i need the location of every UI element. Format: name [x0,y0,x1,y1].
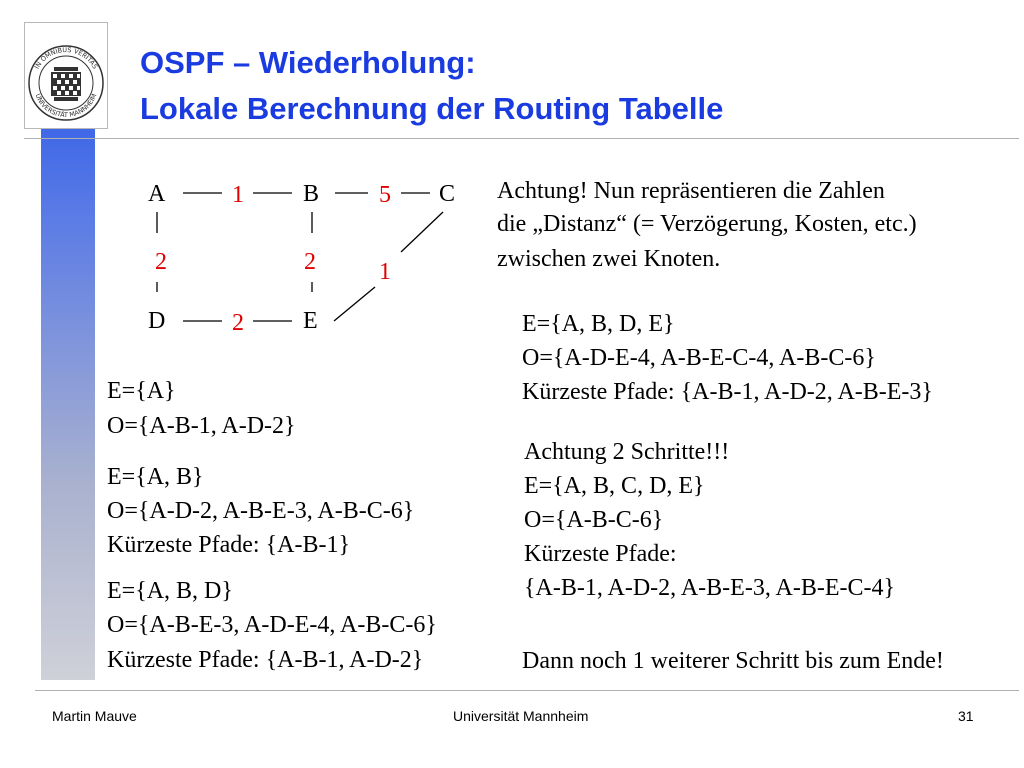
slide-title-line-2: Lokale Berechnung der Routing Tabelle [140,91,724,126]
step5-e: E={A, B, C, D, E} [524,473,705,499]
note-line-3: zwischen zwei Knoten. [497,246,721,272]
step1-o: O={A-B-1, A-D-2} [107,413,296,439]
footer-page-number: 31 [958,708,974,724]
weight-a-b: 1 [232,182,244,208]
edge-c-e-bottom [334,287,375,321]
step5-heading: Achtung 2 Schritte!!! [524,439,730,465]
weight-b-e: 2 [304,249,316,275]
step3-e: E={A, B, D} [107,578,233,604]
step3-k: Kürzeste Pfade: {A-B-1, A-D-2} [107,647,424,673]
step5-k: Kürzeste Pfade: [524,541,677,567]
weight-c-e: 1 [379,259,391,285]
edge-c-e-top [401,212,443,252]
footer-author: Martin Mauve [52,708,137,724]
footer-institution: Universität Mannheim [453,708,589,724]
node-b: B [303,181,320,207]
node-d: D [148,308,166,334]
step5-o: O={A-B-C-6} [524,507,664,533]
node-e: E [303,308,318,334]
step1-e: E={A} [107,378,176,404]
node-a: A [148,181,166,207]
footer-divider [35,690,1019,691]
note-line-1: Achtung! Nun repräsentieren die Zahlen [497,178,885,204]
step5-k2: {A-B-1, A-D-2, A-B-E-3, A-B-E-C-4} [524,575,895,601]
step2-k: Kürzeste Pfade: {A-B-1} [107,532,350,558]
step4-o: O={A-D-E-4, A-B-E-C-4, A-B-C-6} [522,345,876,371]
weight-b-c: 5 [379,182,391,208]
note-line-2: die „Distanz“ (= Verzögerung, Kosten, etc.) [497,211,917,237]
final-step-note: Dann noch 1 weiterer Schritt bis zum Ende! [522,648,944,674]
weight-a-d: 2 [155,249,167,275]
logo-text-bottom: UNIVERSITÄT MANNHEIM [33,92,99,120]
step4-e: E={A, B, D, E} [522,311,675,337]
step2-e: E={A, B} [107,464,204,490]
slide-title-line-1: OSPF – Wiederholung: [140,45,476,80]
step3-o: O={A-B-E-3, A-D-E-4, A-B-C-6} [107,612,437,638]
logo-text-top: IN OMNIBUS VERITAS [32,45,100,71]
weight-d-e: 2 [232,310,244,336]
node-c: C [439,181,456,207]
step4-k: Kürzeste Pfade: {A-B-1, A-D-2, A-B-E-3} [522,379,933,405]
step2-o: O={A-D-2, A-B-E-3, A-B-C-6} [107,498,415,524]
